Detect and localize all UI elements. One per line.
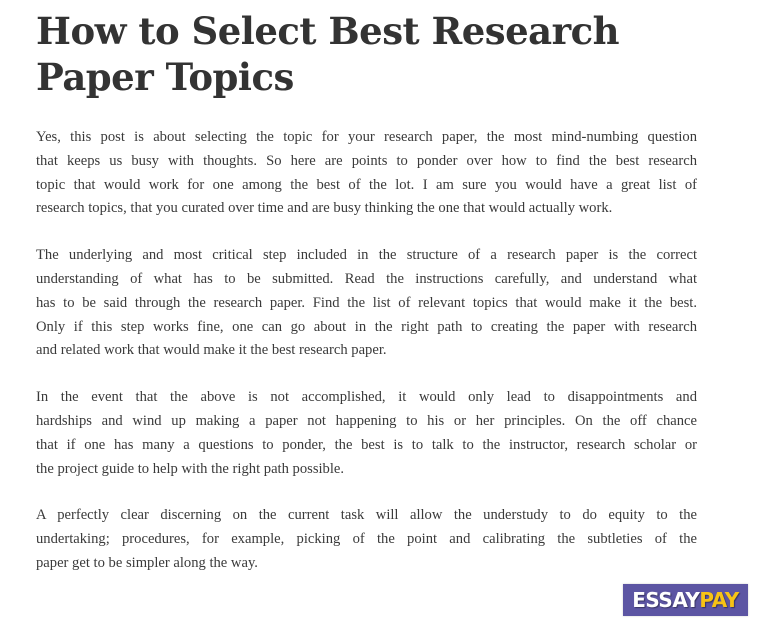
paragraph-line: hardships and wind up making a paper not happening to his or her principles. On the off chance bbox=[36, 412, 697, 429]
paragraph-line: and related work that would make it the best research paper. bbox=[36, 342, 387, 359]
paragraph-line: The underlying and most critical step included in the structure of a research paper is the correct bbox=[36, 247, 697, 264]
paragraph-line: has to be said through the research paper. Find the list of relevant topics that would make it the best. bbox=[36, 294, 697, 311]
page-title: How to Select Best Research Paper Topics bbox=[36, 9, 620, 99]
logo-text-essay: ESSAY bbox=[632, 588, 700, 612]
paragraph-line: that keeps us busy with thoughts. So here are points to ponder over how to find the best research bbox=[36, 152, 697, 169]
paragraph bbox=[36, 504, 697, 575]
paragraph-line: understanding of what has to be submitted. Read the instructions carefully, and understand what bbox=[36, 270, 697, 287]
paragraph bbox=[36, 386, 697, 481]
essaypay-logo bbox=[623, 584, 748, 616]
paragraph-line: undertaking; procedures, for example, picking of the point and calibrating the subtleties of the bbox=[36, 531, 697, 548]
paragraph-line: paper get to be simpler along the way. bbox=[36, 554, 258, 571]
paragraph-line: topic that would work for one among the best of the lot. I am sure you would have a great list of bbox=[36, 176, 697, 193]
article-body bbox=[36, 126, 697, 599]
paragraph-line: that if one has many a questions to ponder, the best is to talk to the instructor, research scholar or bbox=[36, 436, 697, 453]
paragraph bbox=[36, 126, 697, 221]
logo-text-pay: PAY bbox=[699, 588, 739, 612]
paragraph-line: Yes, this post is about selecting the topic for your research paper, the most mind-numbing question bbox=[36, 129, 697, 145]
paragraph-line: In the event that the above is not accomplished, it would only lead to disappointments and bbox=[36, 389, 697, 406]
paragraph-line: Only if this step works fine, one can go about in the right path to creating the paper with research bbox=[36, 318, 697, 335]
paragraph-line: A perfectly clear discerning on the current task will allow the understudy to do equity to the bbox=[36, 507, 697, 524]
paragraph bbox=[36, 244, 697, 363]
paragraph-line: the project guide to help with the right path possible. bbox=[36, 460, 345, 477]
paragraph-line: research topics, that you curated over time and are busy thinking the one that would actually work. bbox=[36, 200, 613, 217]
